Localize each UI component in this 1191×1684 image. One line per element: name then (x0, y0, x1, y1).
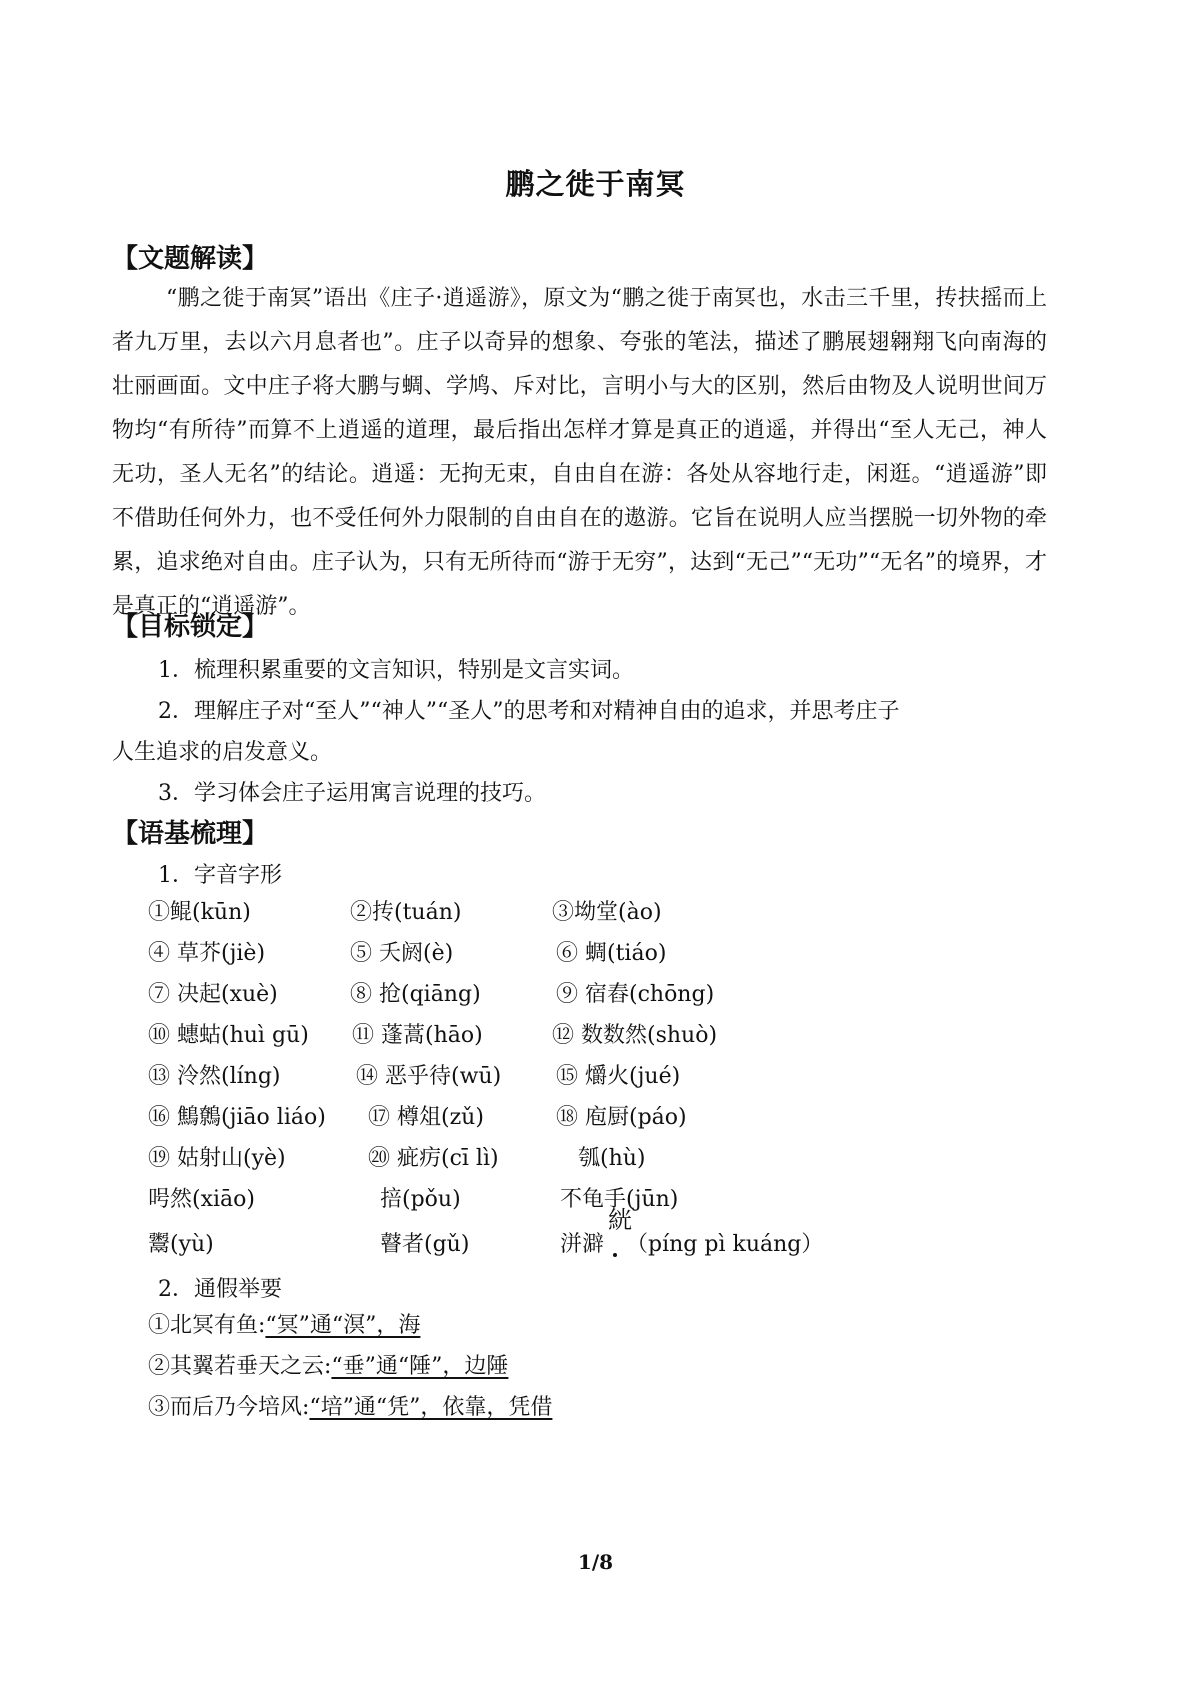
pron-item: ①鲲(kūn) (148, 900, 251, 925)
tongjia-label: ②其翼若垂天之云: (148, 1354, 332, 1379)
pron-item: ⑯ 鷦鷯(jiāo liáo) (148, 1105, 326, 1130)
pron-item: ⑰ 樽俎(zǔ) (368, 1105, 484, 1130)
pron-item: ⑥ 蜩(tiáo) (556, 941, 667, 966)
goal-item-3: 3．学习体会庄子运用寓言说理的技巧。 (158, 781, 546, 806)
pron-item: 不龟手(jūn) (560, 1187, 679, 1212)
pron-item: ⑲ 姑射山(yè) (148, 1146, 286, 1171)
pron-item: ⑱ 庖厨(páo) (556, 1105, 687, 1130)
tongjia-note: “垂”通“陲”，边陲 (331, 1354, 509, 1379)
tongjia-label: ③而后乃今培风: (148, 1395, 310, 1420)
pron-item: ⑮ 爝火(jué) (556, 1064, 681, 1089)
interpretation-paragraph: “鹏之徙于南冥”语出《庄子·逍遥游》，原文为“鹏之徙于南冥也，水击三千里，抟扶摇而上者九万里，去以六月息者也”。庄子以奇异的想象、夸张的笔法，描述了鹏展翅翱翔飞向南海的壮丽画面。文中庄子将大鹏与蜩、学鸠、斥对比，言明小与大的区别，然后由物及人说明世间万物均“有所待”而算不上逍遥的道理，最后指出怎样才算是真正的逍遥，并得出“至人无己，神人无功，圣人无名”的结论。逍遥：无拘无束，自由自在游：各处从容地行走，闲逛。“逍遥游”即不借助任何外力，也不受任何外力限制的自由自在的遨游。它旨在说明人应当摆脱一切外物的牵累，追求绝对自由。庄子认为，只有无所待而“游于无穷”，达到“无己”“无功”“无名”的境界，才是真正的“逍遥游”。 (112, 286, 1047, 619)
pron-item: 呺然(xiāo) (148, 1187, 255, 1212)
pron-item-pinyin: （píng pì kuáng） (626, 1232, 824, 1257)
pron-item: ⑭ 恶乎待(wū) (356, 1064, 502, 1089)
goal-item-2-continued: 人生追求的启发意义。 (112, 740, 333, 765)
section-heading-interpretation: 【文题解读】 (112, 244, 269, 274)
pron-item: ⑨ 宿舂(chōng) (556, 982, 715, 1007)
pron-item-chars: 洴澼 (560, 1232, 605, 1257)
pron-item: ⑳ 疵疠(cī lì) (368, 1146, 499, 1171)
tongjia-item (148, 1308, 420, 1339)
section-heading-goals: 【目标锁定】 (112, 612, 269, 642)
pron-item: ⑧ 抢(qiāng) (350, 982, 481, 1007)
basics-subheading-tongjia: 2．通假举要 (158, 1277, 282, 1302)
tongjia-note: “冥”通“溟”，海 (265, 1313, 421, 1338)
goal-item-2: 2．理解庄子对“至人”“神人”“圣人”的思考和对精神自由的追求，并思考庄子 (158, 699, 900, 724)
page-number: 1/8 (577, 1550, 614, 1574)
pron-item: 掊(pǒu) (380, 1187, 461, 1212)
page-title: 鹏之徙于南冥 (505, 167, 686, 201)
pron-item: ⑫ 数数然(shuò) (552, 1023, 718, 1048)
pron-item: ⑪ 蓬蒿(hāo) (352, 1023, 483, 1048)
pron-item: 瞽者(gǔ) (380, 1232, 470, 1257)
floating-character: 絖 (608, 1206, 632, 1234)
pron-item: ⑬ 泠然(líng) (148, 1064, 281, 1089)
section-heading-basics: 【语基梳理】 (112, 819, 269, 849)
pron-item: ④ 草芥(jiè) (148, 941, 266, 966)
pron-item: ②抟(tuán) (350, 900, 462, 925)
tongjia-item (148, 1390, 552, 1421)
pron-item: ⑩ 蟪蛄(huì gū) (148, 1023, 309, 1048)
pron-item: 鬻(yù) (148, 1232, 214, 1257)
pron-item: 瓠(hù) (578, 1146, 646, 1171)
pron-item: ③坳堂(ào) (552, 900, 662, 925)
pron-item-last (560, 1227, 823, 1258)
tongjia-label: ①北冥有鱼: (148, 1313, 266, 1338)
pron-item: ⑤ 夭阏(è) (350, 941, 454, 966)
tongjia-item (148, 1349, 508, 1380)
goal-item-1: 1．梳理积累重要的文言知识，特别是文言实词。 (158, 658, 634, 683)
pron-item: ⑦ 决起(xuè) (148, 982, 278, 1007)
tongjia-note: “培”通“凭”，依靠，凭借 (309, 1395, 553, 1420)
basics-subheading-pronunciation: 1．字音字形 (158, 863, 282, 888)
